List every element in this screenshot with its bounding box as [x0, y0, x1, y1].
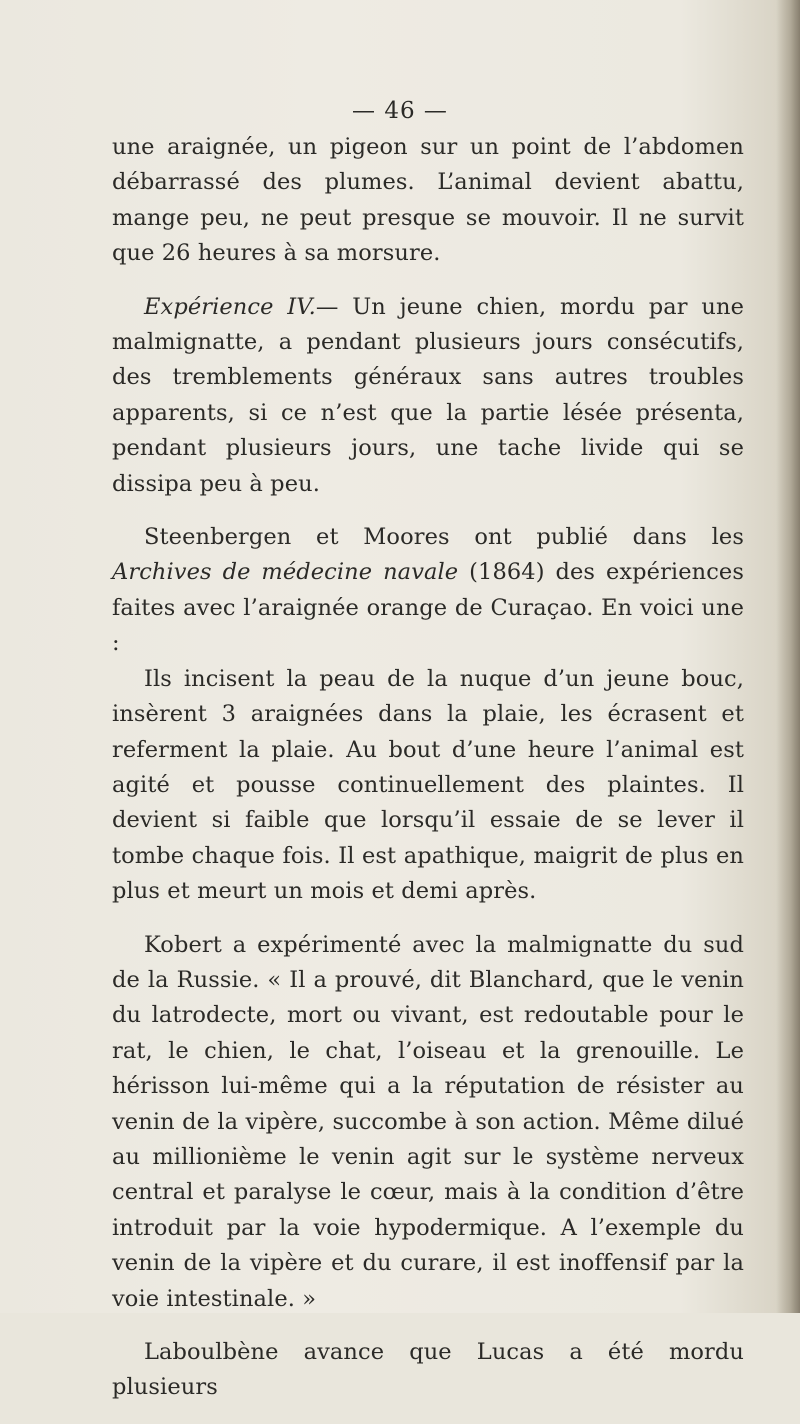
- experiment-text: — Un jeune chien, mordu par une malmignatte, a pendant plusieurs jours consécutifs, des tremblements généraux sans autres troubles apparents, si ce n’est que la partie lésée présenta, pendant plusieurs jours, une tache livide qui se dissipa peu à peu.: [112, 293, 744, 497]
- paragraph-bouc: Ils incisent la peau de la nuque d’un jeune bouc, insèrent 3 araignées dans la plaie, les écrasent et referment la plaie. Au bout d’une heure l’animal est agité et pousse continuellement des plaintes. Il devient si faible que lorsqu’il essaie de se lever il tombe chaque fois. Il est apathique, maigrit de plus en plus et meurt un mois et demi après.: [112, 665, 744, 905]
- paragraph-steenbergen-start: Steenbergen et Moores ont publié dans les: [144, 524, 744, 551]
- page-edge-shadow: [776, 0, 800, 1313]
- page-number: — 46 —: [352, 98, 448, 124]
- paragraph-steenbergen-end: (1864) des expériences faites avec l’araignée orange de Curaçao. En voici une :: [112, 559, 744, 657]
- paragraph-laboulbene: Laboulbène avance que Lucas a été mordu plusieurs: [112, 1339, 744, 1401]
- paragraph-continuation: une araignée, un pigeon sur un point de l’abdomen débarrassé des plumes. L’animal devient abattu, mange peu, ne peut presque se mouvoir. Il ne survit que 26 heures à sa morsure.: [112, 134, 744, 267]
- paragraph-kobert: Kobert a expérimenté avec la malmignatte du sud de la Russie. « Il a prouvé, dit Blanchard, que le venin du latrodecte, mort ou vivant, est redoutable pour le rat, le chien, le chat, l’oiseau et la grenouille. Le hérisson lui-même qui a la réputation de résister au venin de la vipère, succombe à son action. Même dilué au millionième le venin agit sur le système nerveux central et paralyse le cœur, mais à la condition d’être introduit par la voie hypodermique. A l’exemple du venin de la vipère et du curare, il est inoffensif par la voie intestinale. »: [112, 931, 744, 1312]
- body-text: [112, 130, 744, 1424]
- experiment-label: Expérience IV.: [144, 293, 316, 320]
- paragraph-steenbergen: [112, 520, 744, 662]
- paragraph-experiment-iv: [112, 290, 744, 502]
- journal-title: Archives de médecine navale: [112, 559, 459, 586]
